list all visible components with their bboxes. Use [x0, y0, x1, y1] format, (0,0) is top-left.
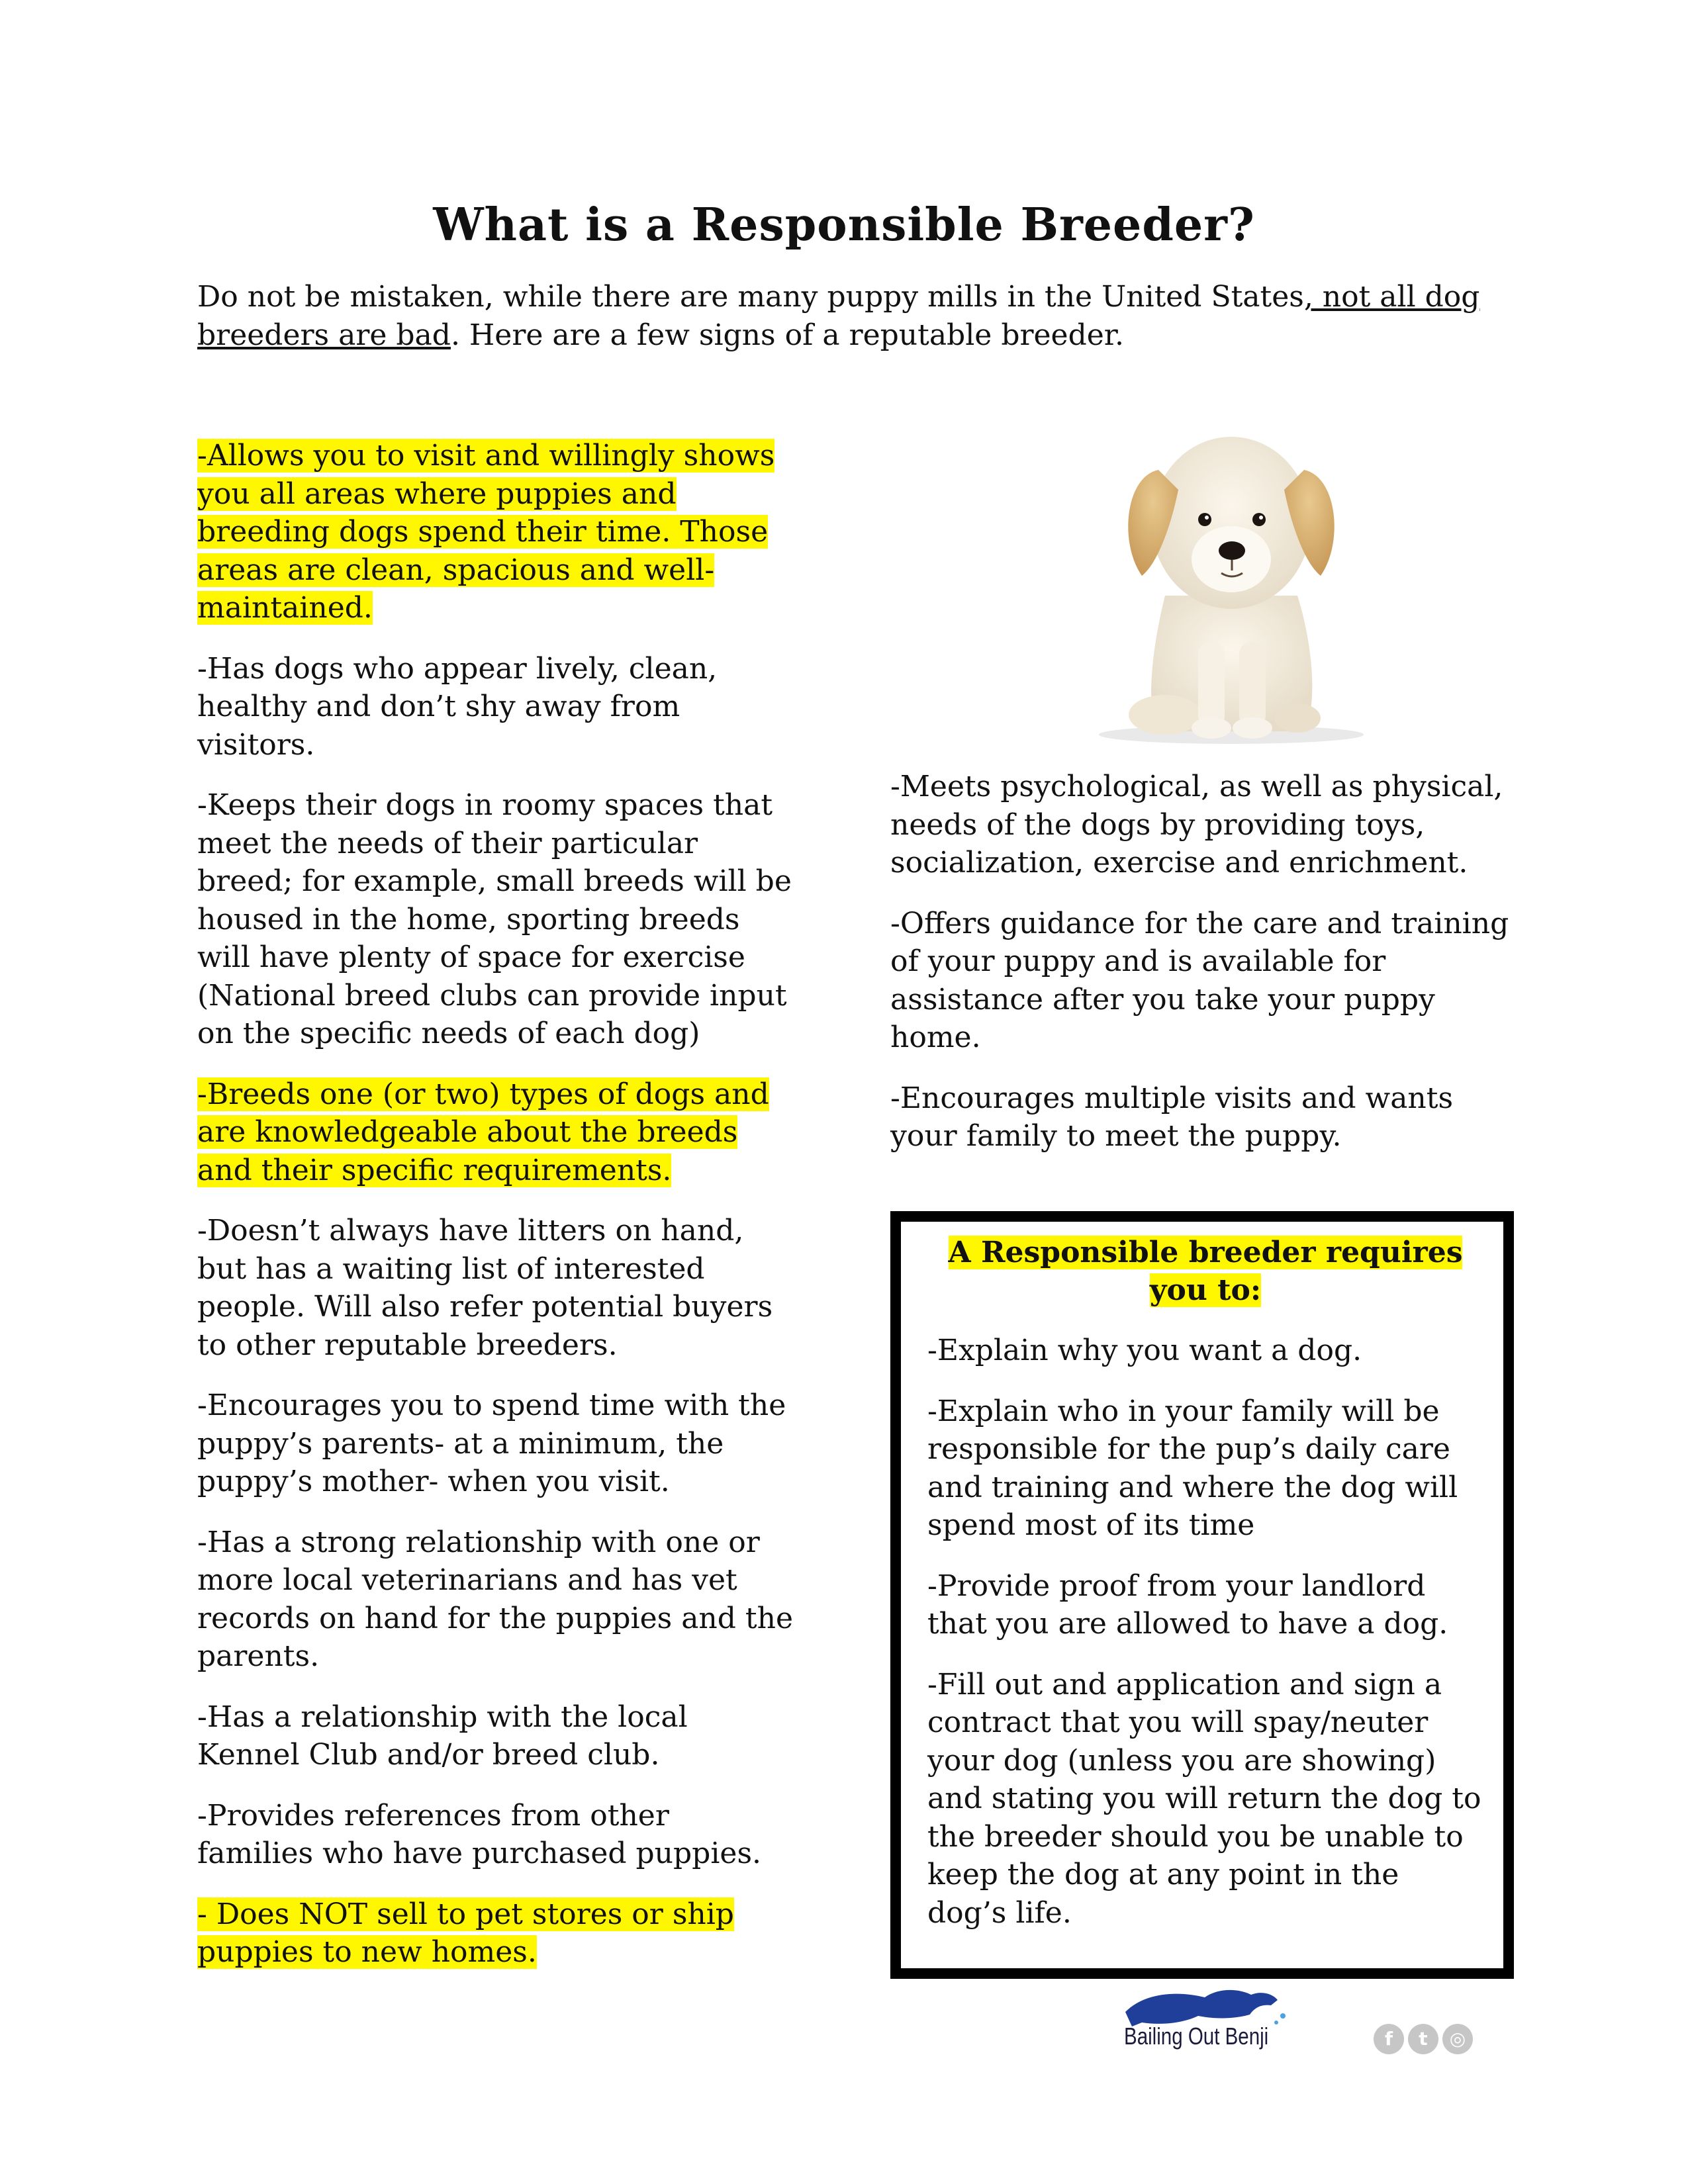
requirement-item: -Explain why you want a dog. [927, 1334, 1362, 1367]
list-item [890, 905, 1513, 1057]
list-item [197, 1524, 793, 1676]
list-item [890, 768, 1513, 882]
list-item-text: -Breeds one (or two) types of dogs and are knowledgeable about the breeds and their specific requirements. [197, 1077, 769, 1187]
twitter-icon[interactable]: t [1408, 2024, 1438, 2054]
list-item-text: -Encourages you to spend time with the puppy’s parents- at a minimum, the puppy’s mother- when you visit. [197, 1388, 786, 1498]
list-item [197, 1698, 793, 1774]
list-item [197, 1212, 793, 1364]
list-item [197, 1075, 793, 1190]
requirements-title [927, 1234, 1483, 1309]
intro-paragraph [197, 278, 1515, 355]
facebook-icon[interactable]: f [1374, 2024, 1404, 2054]
logo-text: Bailing Out Benji [1124, 2023, 1269, 2050]
intro-underlined-text: , not all dog breeders are bad [197, 280, 1480, 352]
requirement-item: -Explain who in your family will be responsible for the pup’s daily care and training and where the dog will spend most of its time [927, 1394, 1458, 1542]
puppy-image [1086, 397, 1377, 748]
bailing-out-benji-logo [1119, 1985, 1291, 2058]
requirement-item: -Provide proof from your landlord that you are allowed to have a dog. [927, 1569, 1448, 1641]
list-item [197, 1387, 793, 1501]
right-column-list [890, 768, 1513, 1178]
instagram-icon[interactable]: ◎ [1442, 2024, 1473, 2054]
list-item-text: -Keeps their dogs in roomy spaces that meet the needs of their particular breed; for example, small breeds will be housed in the home, sporting breeds will have plenty of space for exercise (National breed clubs can provide input on the specific needs of each dog) [197, 788, 792, 1050]
social-icons [1374, 2024, 1473, 2056]
list-item-text: -Doesn’t always have litters on hand, but has a waiting list of interested people. Will also refer potential buyers to other reputable breeders. [197, 1214, 773, 1362]
left-column-list [197, 437, 793, 1994]
list-item-text: -Has dogs who appear lively, clean, healthy and don’t shy away from visitors. [197, 651, 718, 762]
list-item-text: -Has a strong relationship with one or more local veterinarians and has vet records on hand for the puppies and the parents. [197, 1525, 793, 1673]
intro-text-1: Do not be mistaken, while there are many puppy mills in the United States [197, 280, 1304, 314]
list-item [197, 1797, 793, 1873]
list-item [197, 1895, 793, 1972]
requirements-box [890, 1211, 1514, 1979]
list-item-text: -Meets psychological, as well as physical, needs of the dogs by providing toys, socialization, exercise and enrichment. [890, 770, 1503, 880]
list-item [890, 1079, 1513, 1156]
page-title: What is a Responsible Breeder? [433, 199, 1255, 251]
intro-text-2: . Here are a few signs of a reputable breeder. [450, 318, 1124, 352]
list-item-text: -Provides references from other families who have purchased puppies. [197, 1798, 762, 1870]
list-item [197, 650, 793, 764]
list-item [197, 786, 793, 1053]
list-item-text: -Has a relationship with the local Kennel Club and/or breed club. [197, 1700, 688, 1772]
list-item [197, 437, 793, 627]
requirements-title-text: A Responsible breeder requires you to: [948, 1236, 1463, 1307]
list-item-text: -Offers guidance for the care and training of your puppy and is available for assistance after you take your puppy home. [890, 906, 1509, 1054]
list-item-text: -Allows you to visit and willingly shows you all areas where puppies and breeding dogs spend their time. Those areas are clean, spacious and well-maintained. [197, 439, 775, 625]
list-item-text: -Encourages multiple visits and wants your family to meet the puppy. [890, 1081, 1454, 1153]
requirement-item: -Fill out and application and sign a contract that you will spay/neuter your dog (unless you are showing) and stating you will return the dog to the breeder should you be unable to keep the dog at any point in the dog’s life. [927, 1667, 1481, 1930]
list-item-text: - Does NOT sell to pet stores or ship puppies to new homes. [197, 1897, 734, 1969]
